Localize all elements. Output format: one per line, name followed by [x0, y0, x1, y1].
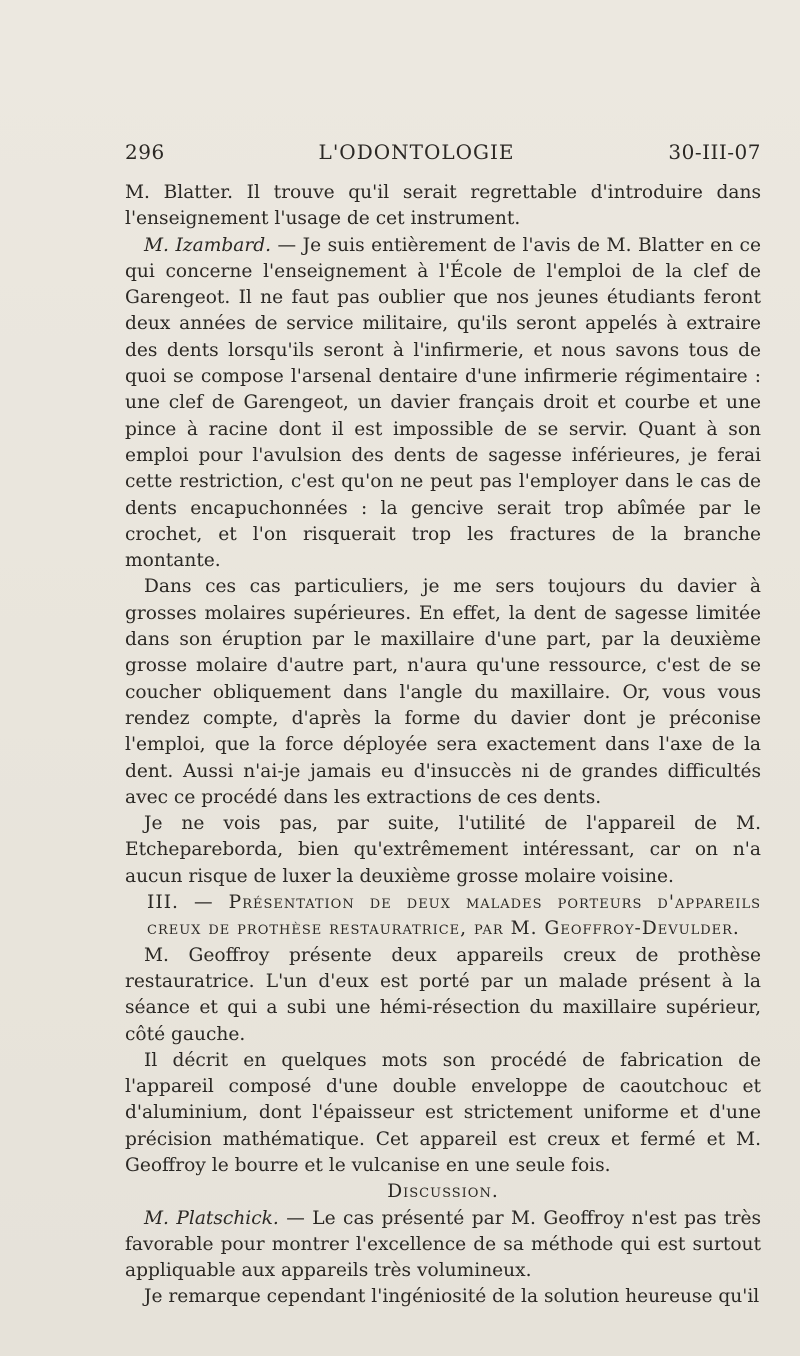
paragraph-fabrication: Il décrit en quelques mots son procédé de fabrication de l'appareil composé d'une double enveloppe de caoutchouc et d'aluminium, dont l'épaisseur est strictement uniforme et d'une précision mathématique. Cet appareil est creux et fermé et M. Geoffroy le bourre et le vulcanise en une seule fois. — [125, 1049, 761, 1176]
speaker-izambard: M. Izambard. — [144, 234, 272, 256]
issue-date: 30-III-07 — [668, 140, 761, 164]
paragraph-davier: Dans ces cas particuliers, je me sers toujours du davier à grosses molaires supérieures. En effet, la dent de sagesse limitée dans son éruption par le maxillaire d'une part, par la deuxième grosse molaire d'autre part, n'aura qu'une ressource, c'est de se coucher obliquement dans l'angle du maxillaire. Or, vous vous rendez compte, d'après la forme du davier dont je préconise l'emploi, que la force déployée sera exactement dans l'axe de la dent. Aussi n'ai-je jamais eu d'insuccès ni de grandes difficultés avec ce procédé dans les extractions de ces dents. — [125, 576, 761, 808]
page-body — [125, 180, 761, 1311]
paragraph-platschick — [125, 1206, 761, 1285]
journal-title: L'ODONTOLOGIE — [318, 140, 515, 164]
paragraph-geoffroy: M. Geoffroy présente deux appareils creux de prothèse restauratrice. L'un d'eux est porté par un malade présent à la séance et qui a subi une hémi-résection du maxillaire supérieur, côté gauche. — [125, 944, 761, 1045]
discussion-heading: Discussion. — [387, 1181, 499, 1203]
paragraph-izambard-text: — Je suis entièrement de l'avis de M. Blatter en ce qui concerne l'enseignement à l'École de l'emploi de la clef de Garengeot. Il ne faut pas oublier que nos jeunes étudiants feront deux années de service militaire, qu'ils seront appelés à extraire des dents lorsqu'ils seront à l'infirmerie, et nous savons tous de quoi se compose l'arsenal dentaire d'une infirmerie régimentaire : une clef de Garengeot, un davier français droit et courbe et une pince à racine dont il est impossible de se servir. Quant à son emploi pour l'avulsion des dents de sagesse inférieures, je ferai cette restriction, c'est qu'on ne peut pas l'employer dans le cas de dents encapuchonnées : la gencive serait trop abîmée par le crochet, et l'on risquerait trop les fractures de la branche montante. — [125, 234, 761, 572]
paragraph-izambard — [125, 233, 761, 575]
paragraph-ingeniosite: Je remarque cependant l'ingéniosité de la solution heureuse qu'il — [144, 1286, 760, 1308]
section-title: III. — Présentation de deux malades porteurs d'appareils creux de prothèse restauratrice, par M. Geoffroy-Devulder. — [147, 892, 761, 940]
paragraph-etchepareborda: Je ne vois pas, par suite, l'utilité de l'appareil de M. Etchepareborda, bien qu'extrêmement intéressant, car on n'a aucun risque de luxer la deuxième grosse molaire voisine. — [125, 813, 761, 887]
paragraph-platschick-text: — Le cas présenté par M. Geoffroy n'est pas très favorable pour montrer l'excellence de sa méthode qui est surtout appliquable aux appareils très volumineux. — [125, 1207, 761, 1282]
running-header — [125, 140, 761, 164]
page-number: 296 — [125, 140, 165, 164]
paragraph-blatter: M. Blatter. Il trouve qu'il serait regrettable d'introduire dans l'enseignement l'usage de cet instrument. — [125, 182, 761, 230]
speaker-platschick: M. Platschick. — [144, 1207, 279, 1229]
